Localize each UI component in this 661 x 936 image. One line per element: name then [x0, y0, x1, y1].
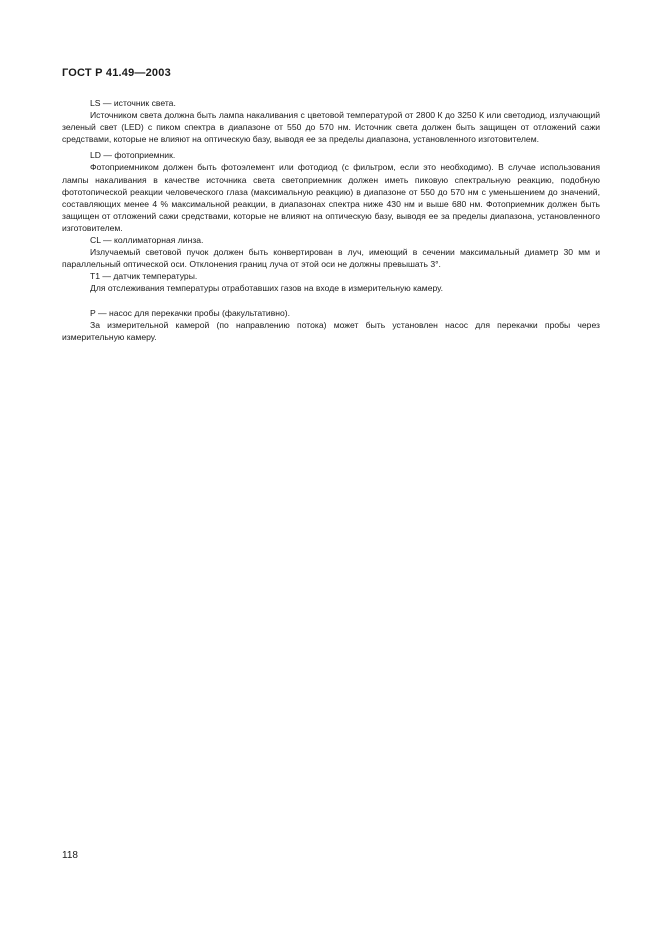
cl-paragraph: Излучаемый световой пучок должен быть конвертирован в луч, имеющий в сечении максимальный диаметр 30 мм и параллельный оптической оси. Отклонения границ луча от этой оси не должны превышать 3°. — [62, 247, 600, 270]
page-number: 118 — [62, 850, 78, 861]
ls-heading: LS — источник света. — [90, 98, 176, 108]
document-header: ГОСТ Р 41.49—2003 — [62, 67, 171, 79]
ld-paragraph: Фотоприемником должен быть фотоэлемент или фотодиод (с фильтром, если это необходимо). В случае использования лампы накаливания в качестве источника света светоприемник должен иметь пиковую спектральную реакцию, подобную фототопической реакции человеческого глаза (максимальную реакцию) в диапазоне от 550 до 570 нм с уменьшением до значений, составляющих менее 4 % максимальной реакции, в диапазонах спектра ниже 430 нм и выше 680 нм. Фотоприемник должен быть защищен от отложений сажи средствами, которые не влияют на оптическую базу, выводя ее за пределы диапазона, установленного изготовителем. — [62, 162, 600, 233]
p-heading: P — насос для перекачки пробы (факультативно). — [90, 307, 291, 318]
p-paragraph: За измерительной камерой (по направлению потока) может быть установлен насос для перекачки пробы через измерительную камеру. — [62, 319, 600, 342]
ld-heading: LD — фотоприемник. — [90, 150, 176, 161]
t1-heading: T1 — датчик температуры. — [90, 271, 198, 282]
document-body — [62, 97, 600, 343]
ls-paragraph: Источником света должна быть лампа накаливания с цветовой температурой от 2800 К до 3250 К или светодиод, излучающий зеленый свет (LED) с пиком спектра в диапазоне от 550 до 570 нм. Источник света должен быть защищен от отложений сажи средствами, которые не влияют на оптическую базу, выводя ее за пределы диапазона, установленного изготовителем. — [62, 110, 600, 145]
t1-paragraph: Для отслеживания температуры отработавших газов на входе в измерительную камеру. — [90, 283, 443, 294]
cl-heading: CL — коллиматорная линза. — [90, 235, 204, 246]
